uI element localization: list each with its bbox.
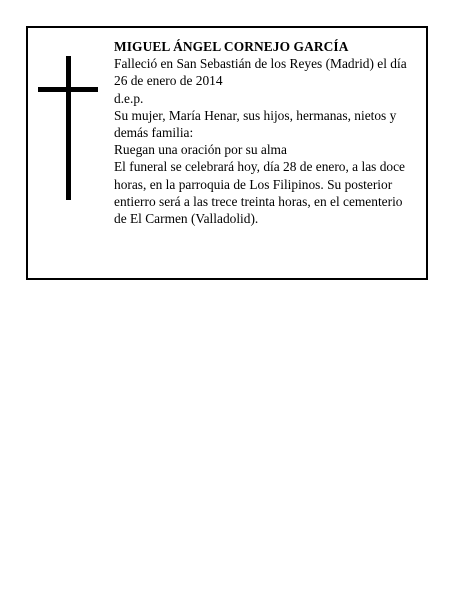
funeral-details: El funeral se celebrará hoy, día 28 de enero, a las doce horas, en la parroquia de Los Filipinos. Su posterior entierro será a las trece treinta horas, en el cementerio de El Carmen (Valladolid). [114,159,405,227]
death-announcement: Falleció en San Sebastián de los Reyes (Madrid) el día 26 de enero de 2014 [114,56,407,89]
cross-icon [38,56,98,200]
dep-line: d.e.p. [114,90,144,106]
prayer-request: Ruegan una oración por su alma [114,142,287,158]
deceased-name: MIGUEL ÁNGEL CORNEJO GARCÍA [114,39,349,54]
cross-vertical-bar [66,56,71,200]
notice-body [114,38,414,227]
family-line: Su mujer, María Henar, sus hijos, hermanas, nietos y demás familia: [114,107,397,141]
obituary-notice [26,26,428,280]
cross-horizontal-bar [38,87,98,92]
